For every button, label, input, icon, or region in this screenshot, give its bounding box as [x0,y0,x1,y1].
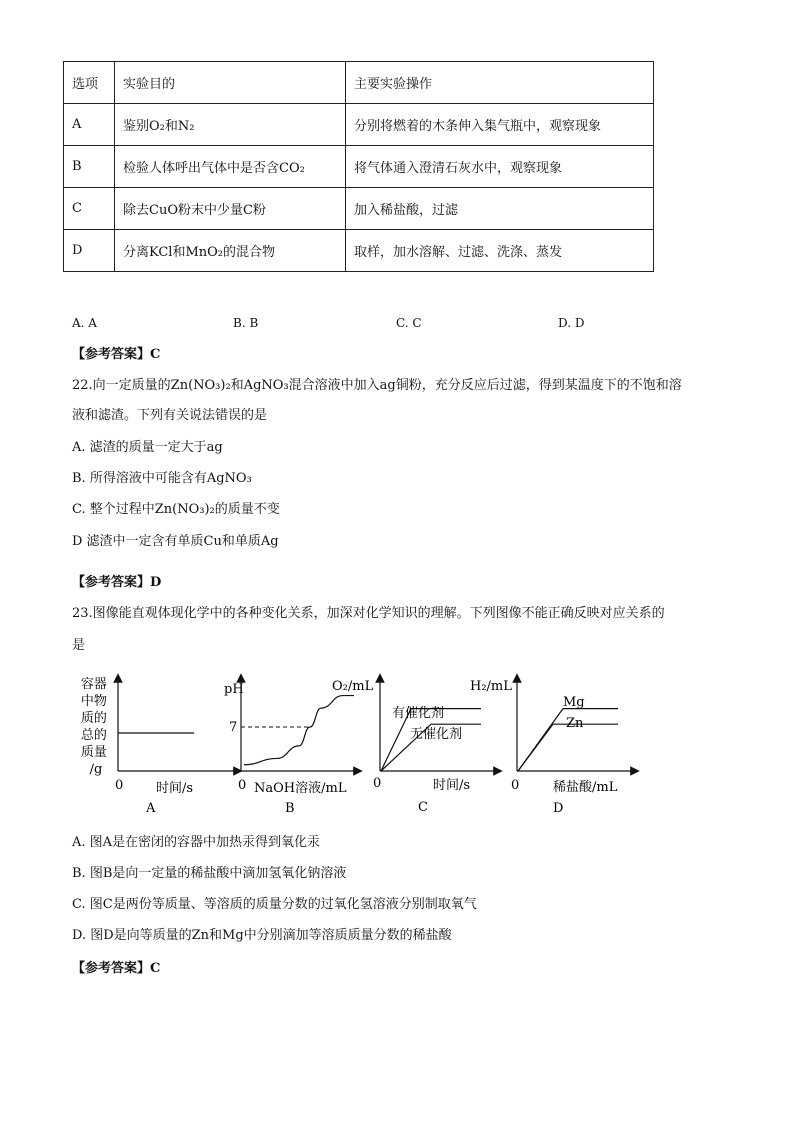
graph-d-ylabel: H₂/mL [470,679,512,694]
table-cell-option: C [64,188,115,230]
experiment-table [63,61,654,272]
table-row [64,230,654,272]
q22-stem: 22.向一定质量的Zn(NO₃)₂和AgNO₃混合溶液中加入ag铜粉，充分反应后过滤，得到某温度下的不饱和溶 [72,378,682,393]
table-cell-option: A [64,104,115,146]
graph-b-origin: 0 [238,778,247,793]
graph-c-ylabel: O₂/mL [332,679,374,694]
table-cell-option: B [64,146,115,188]
q21-choice-b: B. B [233,316,259,330]
graph-a-xlabel: 时间/s [156,781,194,796]
q22-stem-cont: 液和滤渣。下列有关说法错误的是 [72,408,268,423]
graph-a-ylabel: 容器 中物 质的 总的 质量 /g [80,677,107,777]
table-cell-operation: 加入稀盐酸，过滤 [346,188,654,230]
table-cell-operation: 取样，加水溶解、过滤、洗涤、蒸发 [346,230,654,272]
table-cell-purpose: 分离KCl和MnO₂的混合物 [115,230,346,272]
table-header-row [64,62,654,104]
graph-c-xlabel: 时间/s [433,778,471,793]
graph-b-tick-7: 7 [229,720,238,735]
table-header-cell: 实验目的 [115,62,346,104]
q23-graphs [60,668,700,818]
q22-option-d: D 滤渣中一定含有单质Cu和单质Ag [72,534,279,549]
q22-option-a: A. 滤渣的质量一定大于ag [72,440,223,455]
graph-c [332,678,498,815]
graph-a-caption: A [146,801,156,816]
q22-answer: 【参考答案】D [72,575,162,590]
graph-c-caption: C [418,800,428,815]
q23-stem: 23.图像能直观体现化学中的各种变化关系，加深对化学知识的理解。下列图像不能正确反映对应关系的 [72,606,665,621]
q21-answer: 【参考答案】C [72,347,161,362]
table-row [64,146,654,188]
table-header-cell: 选项 [64,62,115,104]
q21-choice-d: D. D [558,316,585,330]
q23-answer: 【参考答案】C [72,961,161,976]
q21-choice-c: C. C [396,316,422,330]
table-cell-purpose: 检验人体呼出气体中是否含CO₂ [115,146,346,188]
q22-option-b: B. 所得溶液中可能含有AgNO₃ [72,471,252,486]
q23-option-d: D. 图D是向等质量的Zn和Mg中分别滴加等溶质质量分数的稀盐酸 [72,928,452,943]
graph-b-caption: B [285,801,295,816]
graph-c-label-catalyst: 有催化剂 [392,706,445,721]
graph-d-xlabel: 稀盐酸/mL [553,780,618,795]
q23-stem-cont: 是 [72,638,86,653]
table-cell-operation: 将气体通入澄清石灰水中，观察现象 [346,146,654,188]
graph-d-origin: 0 [511,778,520,793]
graph-d-label-zn: Zn [566,716,584,731]
table-cell-purpose: 除去CuO粉末中少量C粉 [115,188,346,230]
q23-option-a: A. 图A是在密闭的容器中加热汞得到氧化汞 [72,835,321,850]
graph-b [224,678,358,816]
graph-a-origin: 0 [115,778,124,793]
q23-option-c: C. 图C是两份等质量、等溶质的质量分数的过氧化氢溶液分别制取氧气 [72,897,477,912]
graph-b-ylabel: pH [224,682,244,697]
table-row [64,104,654,146]
q23-option-b: B. 图B是向一定量的稀盐酸中滴加氢氧化钠溶液 [72,866,347,881]
table-cell-operation: 分别将燃着的木条伸入集气瓶中，观察现象 [346,104,654,146]
table-row [64,188,654,230]
graph-c-origin: 0 [373,776,382,791]
graph-d-label-mg: Mg [563,695,585,710]
graph-a [81,677,238,816]
graph-b-ph-curve [244,696,354,765]
graph-d-series-zn [518,724,618,771]
q21-choice-a: A. A [72,316,97,330]
table-header-cell: 主要实验操作 [346,62,654,104]
table-cell-purpose: 鉴别O₂和N₂ [115,104,346,146]
graph-c-label-no-catalyst: 无催化剂 [410,727,463,742]
graph-d [470,678,635,816]
graph-d-caption: D [553,801,564,816]
table-cell-option: D [64,230,115,272]
graph-b-xlabel: NaOH溶液/mL [254,781,347,796]
q22-option-c: C. 整个过程中Zn(NO₃)₂的质量不变 [72,502,280,517]
